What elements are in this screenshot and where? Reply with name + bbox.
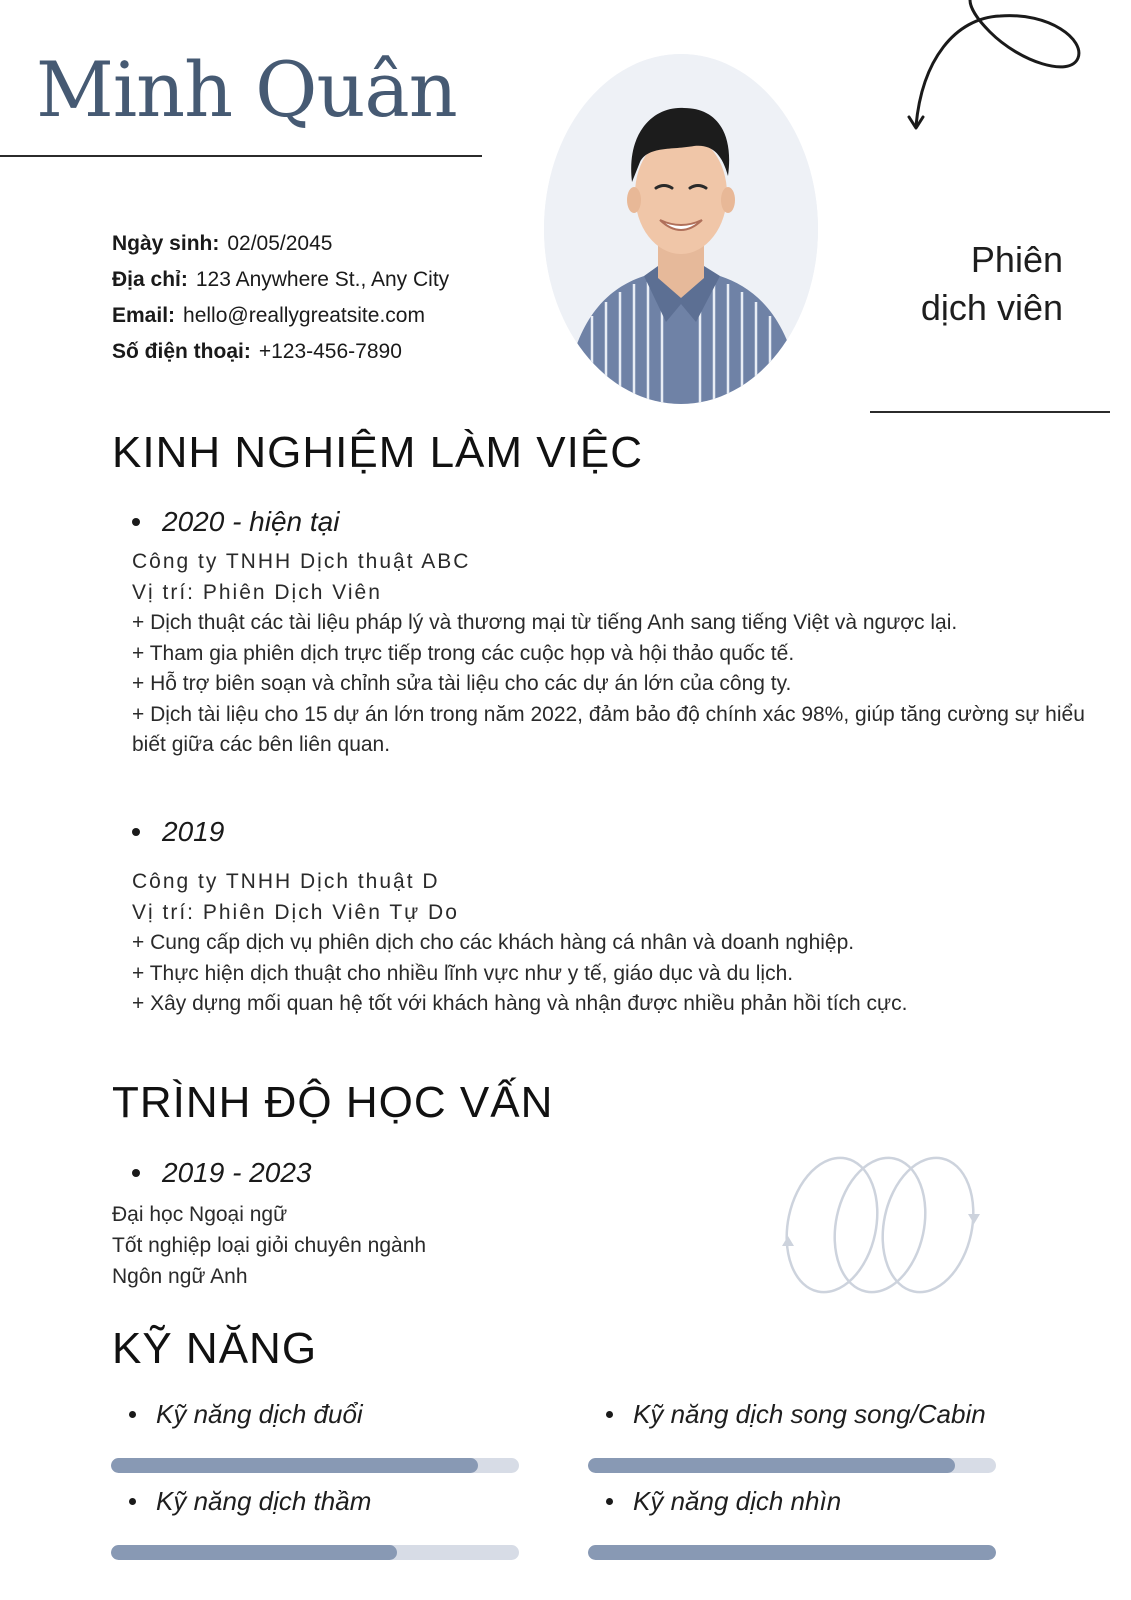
bullet-icon bbox=[132, 518, 140, 526]
skill-level-bar bbox=[588, 1458, 996, 1473]
info-label: Số điện thoại: bbox=[112, 340, 251, 363]
job-role: Vị trí: Phiên Dịch Viên bbox=[132, 581, 382, 604]
job-title bbox=[921, 236, 1063, 332]
duty-item: + Dịch thuật các tài liệu pháp lý và thương mại từ tiếng Anh sang tiếng Việt và ngược lại. bbox=[132, 611, 958, 634]
experience-period bbox=[132, 502, 1092, 542]
curly-arrow-icon bbox=[900, 0, 1100, 140]
company-name: Công ty TNHH Dịch thuật D bbox=[132, 870, 440, 893]
skill-name: Kỹ năng dịch song song/Cabin bbox=[633, 1398, 986, 1429]
duty-item: + Cung cấp dịch vụ phiên dịch cho các khách hàng cá nhân và doanh nghiệp. bbox=[132, 931, 855, 954]
duty-item: + Dịch tài liệu cho 15 dự án lớn trong năm 2022, đảm bảo độ chính xác 98%, giúp tăng cường sự hiểu biết giữa các bên liên quan. bbox=[132, 702, 1085, 756]
skill-level-fill bbox=[111, 1545, 397, 1560]
company-name: Công ty TNHH Dịch thuật ABC bbox=[132, 550, 471, 573]
education-period bbox=[132, 1153, 311, 1193]
skills-heading: KỸ NĂNG bbox=[112, 1324, 318, 1373]
job-role: Vị trí: Phiên Dịch Viên Tự Do bbox=[132, 901, 459, 924]
duty-item: + Tham gia phiên dịch trực tiếp trong các cuộc họp và hội thảo quốc tế. bbox=[132, 641, 795, 665]
personal-info-list bbox=[112, 226, 449, 370]
info-label: Địa chỉ: bbox=[112, 268, 188, 291]
info-phone bbox=[112, 334, 449, 370]
skill-label bbox=[588, 1394, 996, 1434]
duty-list bbox=[132, 608, 1092, 761]
info-label: Ngày sinh: bbox=[112, 232, 220, 255]
info-value: +123-456-7890 bbox=[258, 340, 402, 363]
experience-entry bbox=[132, 812, 1092, 1020]
info-value: hello@reallygreatsite.com bbox=[183, 304, 425, 327]
job-title-line-1: Phiên bbox=[970, 239, 1063, 280]
skill-item bbox=[588, 1394, 996, 1473]
bullet-icon bbox=[129, 1498, 136, 1505]
skill-name: Kỹ năng dịch đuổi bbox=[156, 1398, 363, 1429]
skill-label bbox=[111, 1394, 519, 1434]
education-major: Ngôn ngữ Anh bbox=[112, 1265, 248, 1288]
education-school: Đại học Ngoại ngữ bbox=[112, 1203, 288, 1226]
period-text: 2019 - 2023 bbox=[162, 1157, 312, 1188]
person-portrait-icon bbox=[544, 54, 818, 404]
candidate-name: Minh Quân bbox=[36, 45, 457, 134]
education-details bbox=[112, 1199, 426, 1292]
skill-label bbox=[588, 1481, 996, 1521]
bullet-icon bbox=[129, 1411, 136, 1418]
duty-item: + Hỗ trợ biên soạn và chỉnh sửa tài liệu cho các dự án lớn của công ty. bbox=[132, 672, 792, 695]
period-text: 2019 bbox=[162, 816, 225, 847]
decorative-loops-icon bbox=[772, 1150, 984, 1300]
education-degree: Tốt nghiệp loại giỏi chuyên ngành bbox=[112, 1234, 427, 1257]
duty-item: + Xây dựng mối quan hệ tốt với khách hàng và nhận được nhiều phản hồi tích cực. bbox=[132, 992, 908, 1015]
skill-level-bar bbox=[111, 1458, 519, 1473]
info-value: 123 Anywhere St., Any City bbox=[195, 268, 450, 291]
skill-level-fill bbox=[588, 1545, 996, 1560]
bullet-icon bbox=[132, 1169, 140, 1177]
skill-item bbox=[111, 1481, 519, 1560]
job-title-divider bbox=[870, 411, 1110, 413]
bullet-icon bbox=[606, 1411, 613, 1418]
job-title-line-2: dịch viên bbox=[920, 287, 1063, 328]
info-label: Email: bbox=[112, 304, 176, 327]
bullet-icon bbox=[132, 828, 140, 836]
info-address bbox=[112, 262, 449, 298]
duty-item: + Thực hiện dịch thuật cho nhiều lĩnh vực như y tế, giáo dục và du lịch. bbox=[132, 961, 794, 985]
name-divider bbox=[0, 155, 482, 157]
skill-label bbox=[111, 1481, 519, 1521]
skill-level-fill bbox=[588, 1458, 955, 1473]
skill-name: Kỹ năng dịch nhìn bbox=[633, 1485, 842, 1516]
info-value: 02/05/2045 bbox=[227, 232, 333, 255]
skill-level-bar bbox=[588, 1545, 996, 1560]
info-birthdate bbox=[112, 226, 449, 262]
profile-photo bbox=[544, 54, 818, 404]
experience-period bbox=[132, 812, 1092, 852]
skill-level-fill bbox=[111, 1458, 478, 1473]
skill-item bbox=[111, 1394, 519, 1473]
skill-item bbox=[588, 1481, 996, 1560]
skill-level-bar bbox=[111, 1545, 519, 1560]
education-heading: TRÌNH ĐỘ HỌC VẤN bbox=[112, 1078, 554, 1127]
info-email bbox=[112, 298, 449, 334]
experience-entry bbox=[132, 502, 1092, 761]
bullet-icon bbox=[606, 1498, 613, 1505]
period-text: 2020 - hiện tại bbox=[162, 506, 340, 537]
skill-name: Kỹ năng dịch thầm bbox=[156, 1485, 372, 1516]
experience-heading: KINH NGHIỆM LÀM VIỆC bbox=[112, 428, 643, 477]
duty-list bbox=[132, 928, 1092, 1020]
